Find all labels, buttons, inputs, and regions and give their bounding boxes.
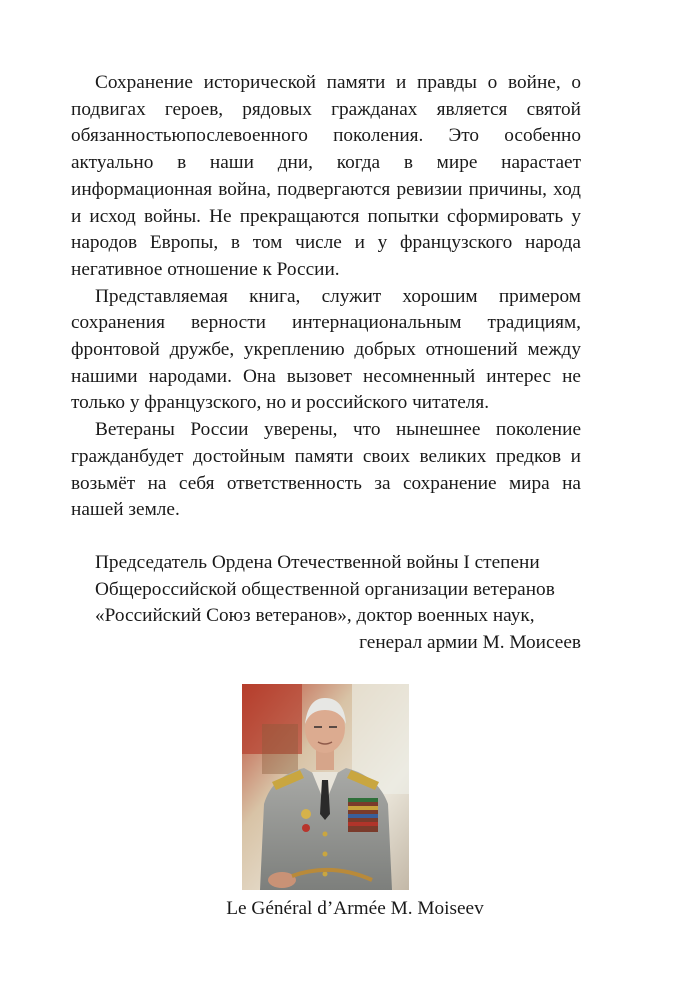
paragraph-1: Сохранение исторической памяти и правды о войне, о подвигах героев, рядовых гражданах является святой обязанностьюпослевоенного поколения. Это особенно актуально в наши дни, когда в мире нарастает информационная война, подвергаются ревизии причины, ход и исход войны. Не прекращаются попытки сформировать у народов Европы, в том числе и у французского народа негативное отношение к России. bbox=[71, 72, 581, 280]
signature-title-line-2: Общероссийской общественной организации ветеранов bbox=[95, 578, 555, 600]
paragraph-3: Ветераны России уверены, что нынешнее поколение гражданбудет достойным памяти своих великих предков и возьмёт на себя ответственность за сохранение мира на нашей земле. bbox=[71, 419, 581, 521]
document-body bbox=[71, 70, 581, 524]
signature-title-line-3: «Российский Союз ветеранов», доктор военных наук, bbox=[95, 605, 535, 627]
signature-name: генерал армии М. Моисеев bbox=[359, 632, 581, 654]
portrait-photo bbox=[242, 684, 409, 890]
signature-title-line-1: Председатель Ордена Отечественной войны I степени bbox=[95, 552, 540, 573]
paragraph-2: Представляемая книга, служит хорошим примером сохранения верности интернациональным традициям, фронтовой дружбе, укреплению добрых отношений между нашими народами. Она вызовет несомненный интерес не только у французского, но и российского читателя. bbox=[71, 285, 581, 414]
signature-block bbox=[95, 550, 581, 657]
photo-caption: Le Général d’Armée M. Moiseev bbox=[226, 898, 484, 919]
